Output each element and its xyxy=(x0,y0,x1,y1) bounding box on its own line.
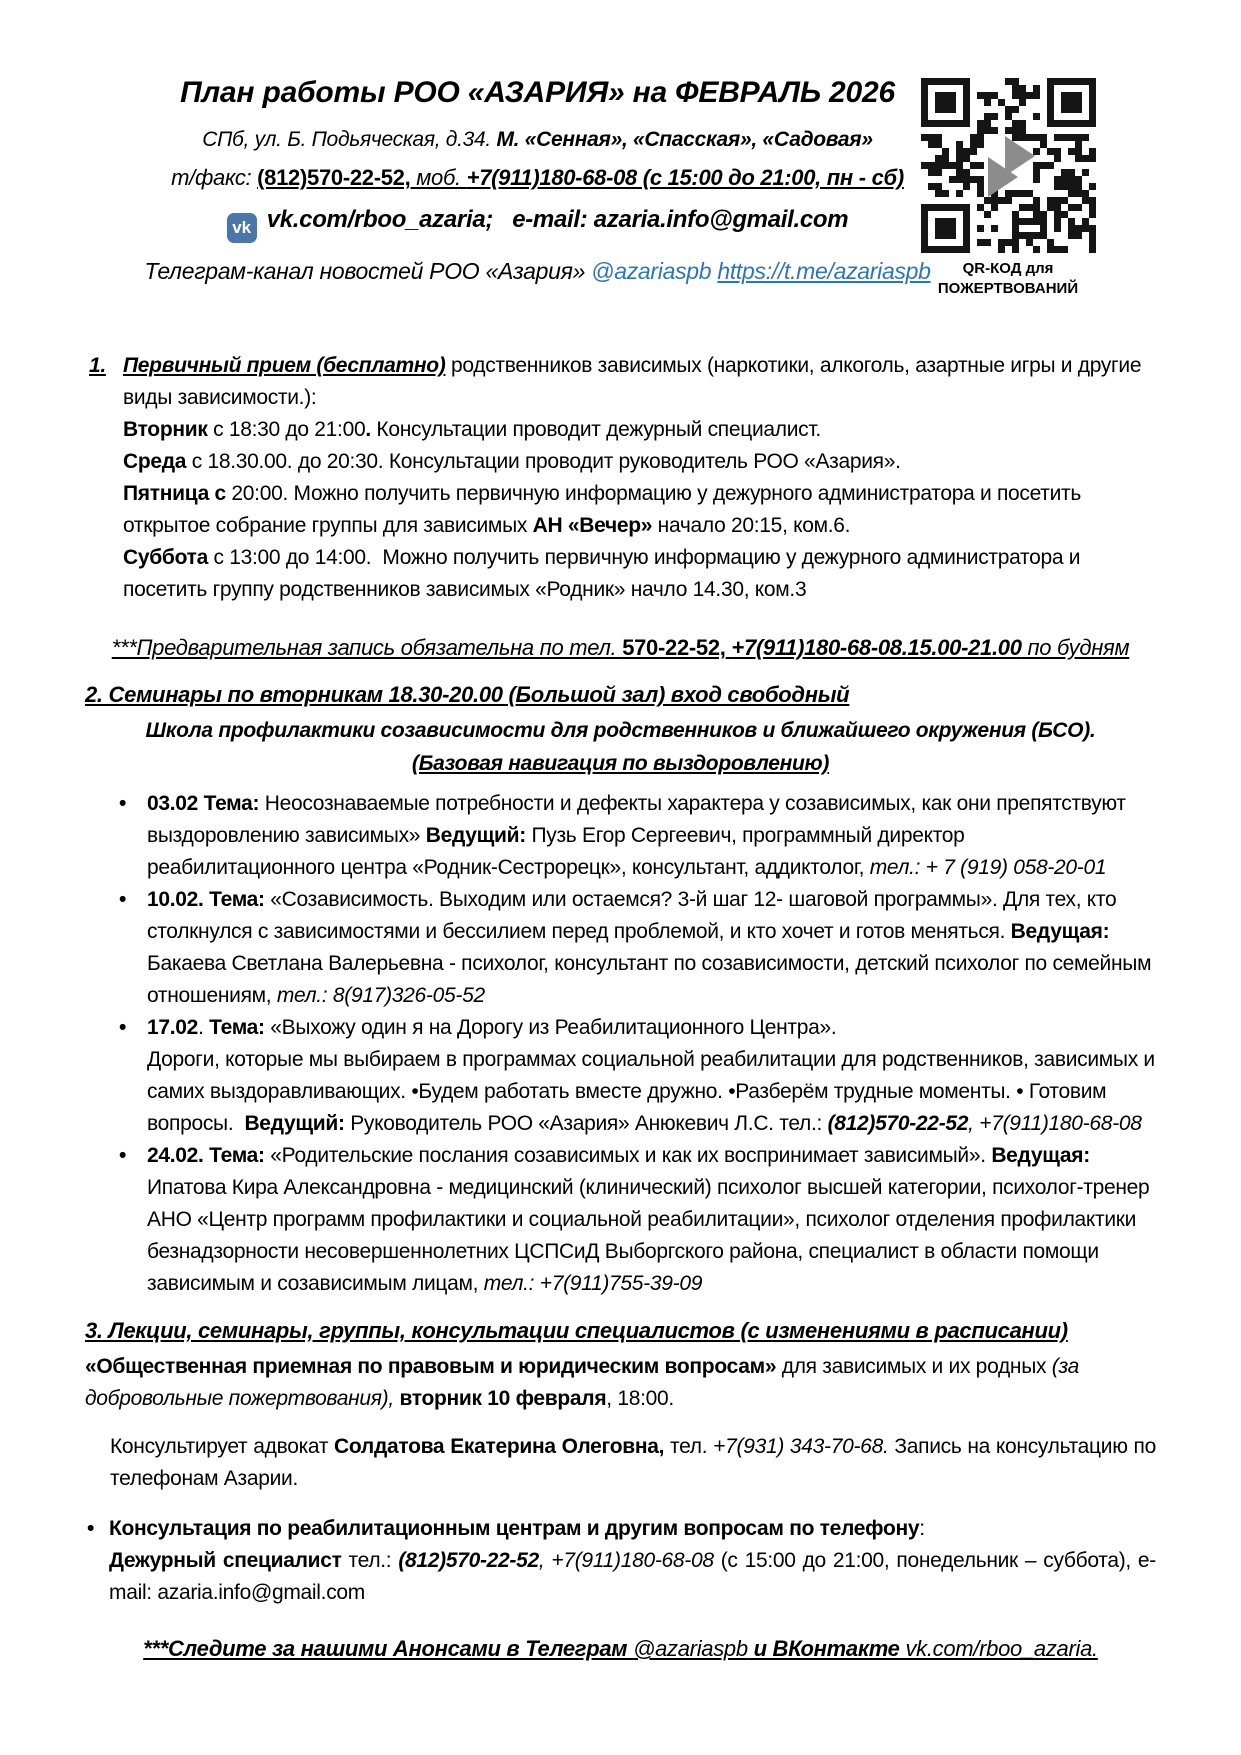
phone-consultation-block xyxy=(85,1513,1156,1609)
text-segment: с 18.30.00. до 20:30. Консультации проводит руководитель РОО «Азария». xyxy=(186,450,901,473)
text-segment: +7(911)180-68-08.15.00-21.00 xyxy=(731,635,1022,660)
text-segment: . xyxy=(365,418,371,441)
lawyer-info xyxy=(110,1431,1156,1495)
text-segment: : xyxy=(919,1517,925,1540)
text-segment: 10.02. Тема: xyxy=(147,888,271,911)
text-segment: тел.: 8(917)326-05-52 xyxy=(276,984,485,1007)
text-segment: Тема: xyxy=(209,1016,265,1039)
text-segment: Ведущая: xyxy=(1010,920,1115,943)
text-segment xyxy=(493,206,512,233)
text-segment: Ведущий: xyxy=(425,824,532,847)
vk-icon: vk xyxy=(227,213,257,243)
text-segment: «Общественная приемная по правовым и юридическим вопросам» xyxy=(85,1355,777,1378)
text-segment: 3. Лекции, семинары, группы, консультации специалистов (с изменениями в расписании) xyxy=(85,1318,1068,1343)
section-2-subtitle-2 xyxy=(85,748,1156,780)
qr-block xyxy=(912,78,1104,299)
text-segment: vk.com/rboo_azaria. xyxy=(905,1636,1098,1661)
text-segment: Неосознаваемые потребности и дефекты характера у созависимых, как они препятствуют выздоровлению зависимых» xyxy=(147,792,1132,847)
text-segment: ***Предварительная запись обязательна по тел. xyxy=(111,635,623,660)
registration-note xyxy=(85,632,1156,664)
text-segment: для зависимых и их родных xyxy=(776,1355,1052,1378)
text-segment: Школа профилактики созависимости для родственников и ближайшего окружения (БСО). xyxy=(145,719,1096,742)
schedule-friday xyxy=(123,478,1156,542)
vk-email-text xyxy=(267,206,849,233)
phone-line xyxy=(85,162,990,194)
text-segment: (с 15:00 до 21:00, понедельник – суббота), e-mail: azaria.info@gmail.com xyxy=(109,1549,1156,1604)
bullet-marker: • xyxy=(119,792,127,815)
text-segment: (812)570-22-52 xyxy=(398,1549,539,1572)
text-segment: тел.: +7(911)755-39-09 xyxy=(483,1272,703,1295)
text-segment: тел. xyxy=(664,1435,714,1458)
qr-code xyxy=(921,78,1096,253)
bullet-marker: • xyxy=(119,1144,127,1167)
text-segment: (812)570-22-52, xyxy=(257,165,411,190)
text-segment: (за добровольные пожертвования), xyxy=(85,1355,1085,1410)
text-segment: +7(911)180-68-08 xyxy=(979,1112,1142,1135)
schedule-saturday xyxy=(123,542,1156,606)
text-segment: Солдатова Екатерина Олеговна, xyxy=(334,1435,665,1458)
text-segment: тел.: xyxy=(341,1549,399,1572)
text-segment: Пятница с xyxy=(123,482,226,505)
text-segment: 2. Семинары по вторникам 18.30-20.00 (Большой зал) вход свободный xyxy=(85,682,850,707)
text-segment: Дежурный специалист xyxy=(109,1549,342,1572)
text-segment: т/факс: xyxy=(171,165,258,190)
text-segment: (Базовая навигация по выздоровлению) xyxy=(411,752,830,775)
section-2-subtitle xyxy=(85,715,1156,747)
text-segment: e-mail: azaria.info@gmail.com xyxy=(512,206,849,233)
section-1-heading xyxy=(123,350,1156,414)
text-segment: начало 20:15, ком.6. xyxy=(652,514,851,537)
bullet-marker: • xyxy=(119,888,127,911)
telegram-line xyxy=(85,255,990,287)
legal-reception-info xyxy=(85,1351,1156,1415)
text-segment: . xyxy=(198,1016,210,1039)
seminar-item-1002 xyxy=(113,884,1156,1012)
text-segment: +7(911)180-68-08 xyxy=(551,1549,714,1572)
seminar-item-0302 xyxy=(113,788,1156,884)
text-segment: 17.02 xyxy=(147,1016,199,1039)
text-segment: Консультирует адвокат xyxy=(110,1435,335,1458)
text-segment: Консультации проводит дежурный специалист. xyxy=(370,418,821,441)
text-segment: (812)570-22-52 xyxy=(827,1112,969,1135)
text-segment: вторник 10 февраля xyxy=(399,1387,607,1410)
text-segment: , 18:00. xyxy=(606,1387,674,1410)
telegram-url-link[interactable]: https://t.me/azariaspb xyxy=(717,258,931,284)
text-segment: по будням xyxy=(1021,635,1130,660)
seminar-item-1702 xyxy=(113,1012,1161,1140)
text-segment: , xyxy=(968,1112,980,1135)
document-body xyxy=(85,350,1161,1665)
text-segment: vk.com/rboo_azaria; xyxy=(266,206,494,233)
bullet-marker: • xyxy=(119,1016,127,1039)
seminar-item-2402 xyxy=(113,1140,1156,1300)
section-1-number: 1. xyxy=(89,354,106,377)
text-segment: Ведущая: xyxy=(991,1144,1090,1167)
text-segment: «Выхожу один я на Дорогу из Реабилитационного Центра». xyxy=(264,1016,837,1039)
section-2-heading xyxy=(85,678,1156,711)
text-segment: Суббота xyxy=(123,546,208,569)
text-segment: ***Следите за нашими Анонсами в Телеграм xyxy=(143,1636,634,1661)
section-3-heading xyxy=(85,1314,1156,1347)
text-segment: 570-22-52, xyxy=(622,635,726,660)
text-segment: «Родительские послания созависимых и как их воспринимает зависимый». xyxy=(264,1144,992,1167)
section-3 xyxy=(85,1314,1156,1609)
text-segment: Вторник xyxy=(123,418,208,441)
address-line xyxy=(85,124,990,156)
text-segment: +7(911)180-68-08 (с 15:00 до 21:00, пн - сб) xyxy=(466,165,904,190)
section-1 xyxy=(85,350,1156,606)
text-segment: родственников зависимых (наркотики, алкоголь, азартные игры и другие виды зависимости.): xyxy=(123,354,1147,409)
phone-consultation-details xyxy=(109,1545,1156,1609)
text-segment: Пузь Егор Сергеевич, программный директор реабилитационного центра «Родник-Сестрорецк», консультант, аддиктолог, xyxy=(147,824,971,879)
seminar-text-2402 xyxy=(147,1140,1156,1300)
schedule-wednesday xyxy=(123,446,1156,478)
text-segment: тел.: + 7 (919) 058-20-01 xyxy=(869,856,1107,879)
vk-line xyxy=(85,204,990,243)
seminar-text-1002 xyxy=(147,884,1156,1012)
text-segment: с 18:30 до 21:00 xyxy=(207,418,366,441)
text-segment: 03.02 Тема: xyxy=(147,792,265,815)
text-segment: Телеграм-канал новостей РОО «Азария» xyxy=(144,258,592,284)
text-segment: Ипатова Кира Александровна - медицинский (клинический) психолог высшей категории, психолог-тренер АНО «Центр программ профилактики и социальной реабилитации», психолог отделения профилактики безнадзорности несовершеннолетних ЦСПСиД Выборгского района, специалист в области помощи зависимым и созависимым лицам, xyxy=(147,1144,1155,1295)
text-segment: с 13:00 до 14:00. Можно получить первичную информацию у дежурного администратора и посетить группу родственников зависимых «Родник» начло 14.30, ком.3 xyxy=(123,546,1086,601)
text-segment: Дороги, которые мы выбираем в программах социальной реабилитации для родственников, зависимых и самих выздоравливающих. •Будем работать вместе дружно. •Разберём трудные моменты. • Готовим вопросы. xyxy=(147,1048,1161,1135)
text-segment: СПб, ул. Б. Подьяческая, д.34. xyxy=(202,128,497,151)
text-segment: Ведущий: xyxy=(244,1112,345,1135)
text-segment: АН «Вечер» xyxy=(532,514,653,537)
text-segment: +7(931) 343-70-68. xyxy=(713,1435,889,1458)
text-segment: и ВКонтакте xyxy=(747,1636,906,1661)
footer-note xyxy=(85,1633,1156,1665)
phone-consultation-heading xyxy=(109,1513,1156,1545)
page-title: План работы РОО «АЗАРИЯ» на ФЕВРАЛЬ 2026 xyxy=(180,76,895,109)
text-segment: @azariaspb xyxy=(633,1636,748,1661)
text-segment: 24.02. Тема: xyxy=(147,1144,265,1167)
text-segment: Руководитель РОО «Азария» Анюкевич Л.С. тел.: xyxy=(344,1112,828,1135)
text-segment: моб. xyxy=(410,165,467,190)
text-segment: «Созависимость. Выходим или остаемся? 3-й шаг 12- шаговой программы». Для тех, кто столкнулся с зависимостями и бессилием перед проблемой, и кто хочет и готов меняться. xyxy=(147,888,1122,943)
text-segment: , xyxy=(538,1549,552,1572)
text-segment: Среда xyxy=(123,450,187,473)
header-text-block xyxy=(85,74,990,287)
seminar-list xyxy=(113,788,1161,1300)
section-2 xyxy=(85,678,1161,1300)
text-segment: Запись на консультацию по телефонам Азарии. xyxy=(110,1435,1156,1490)
text-segment: Первичный прием (бесплатно) xyxy=(123,354,446,377)
text-segment: М. «Сенная», «Спасская», «Садовая» xyxy=(496,128,873,151)
qr-caption: QR-КОД для ПОЖЕРТВОВАНИЙ xyxy=(937,260,1079,297)
schedule-tuesday xyxy=(123,414,1156,446)
text-segment: 20:00. Можно получить первичную информацию у дежурного администратора и посетить открытое собрание группы для зависимых xyxy=(123,482,1087,537)
bullet-marker: • xyxy=(87,1517,95,1540)
document-header xyxy=(85,74,1156,324)
text-segment: Консультация по реабилитационным центрам и другим вопросам по телефону xyxy=(109,1517,920,1540)
seminar-text-0302 xyxy=(147,788,1156,884)
text-segment: Бакаева Светлана Валерьевна - психолог, консультант по созависимости, детский психолог по семейным отношениям, xyxy=(147,952,1157,1007)
seminar-text-1702 xyxy=(147,1012,1161,1140)
telegram-handle-link[interactable]: @azariaspb xyxy=(591,258,712,284)
